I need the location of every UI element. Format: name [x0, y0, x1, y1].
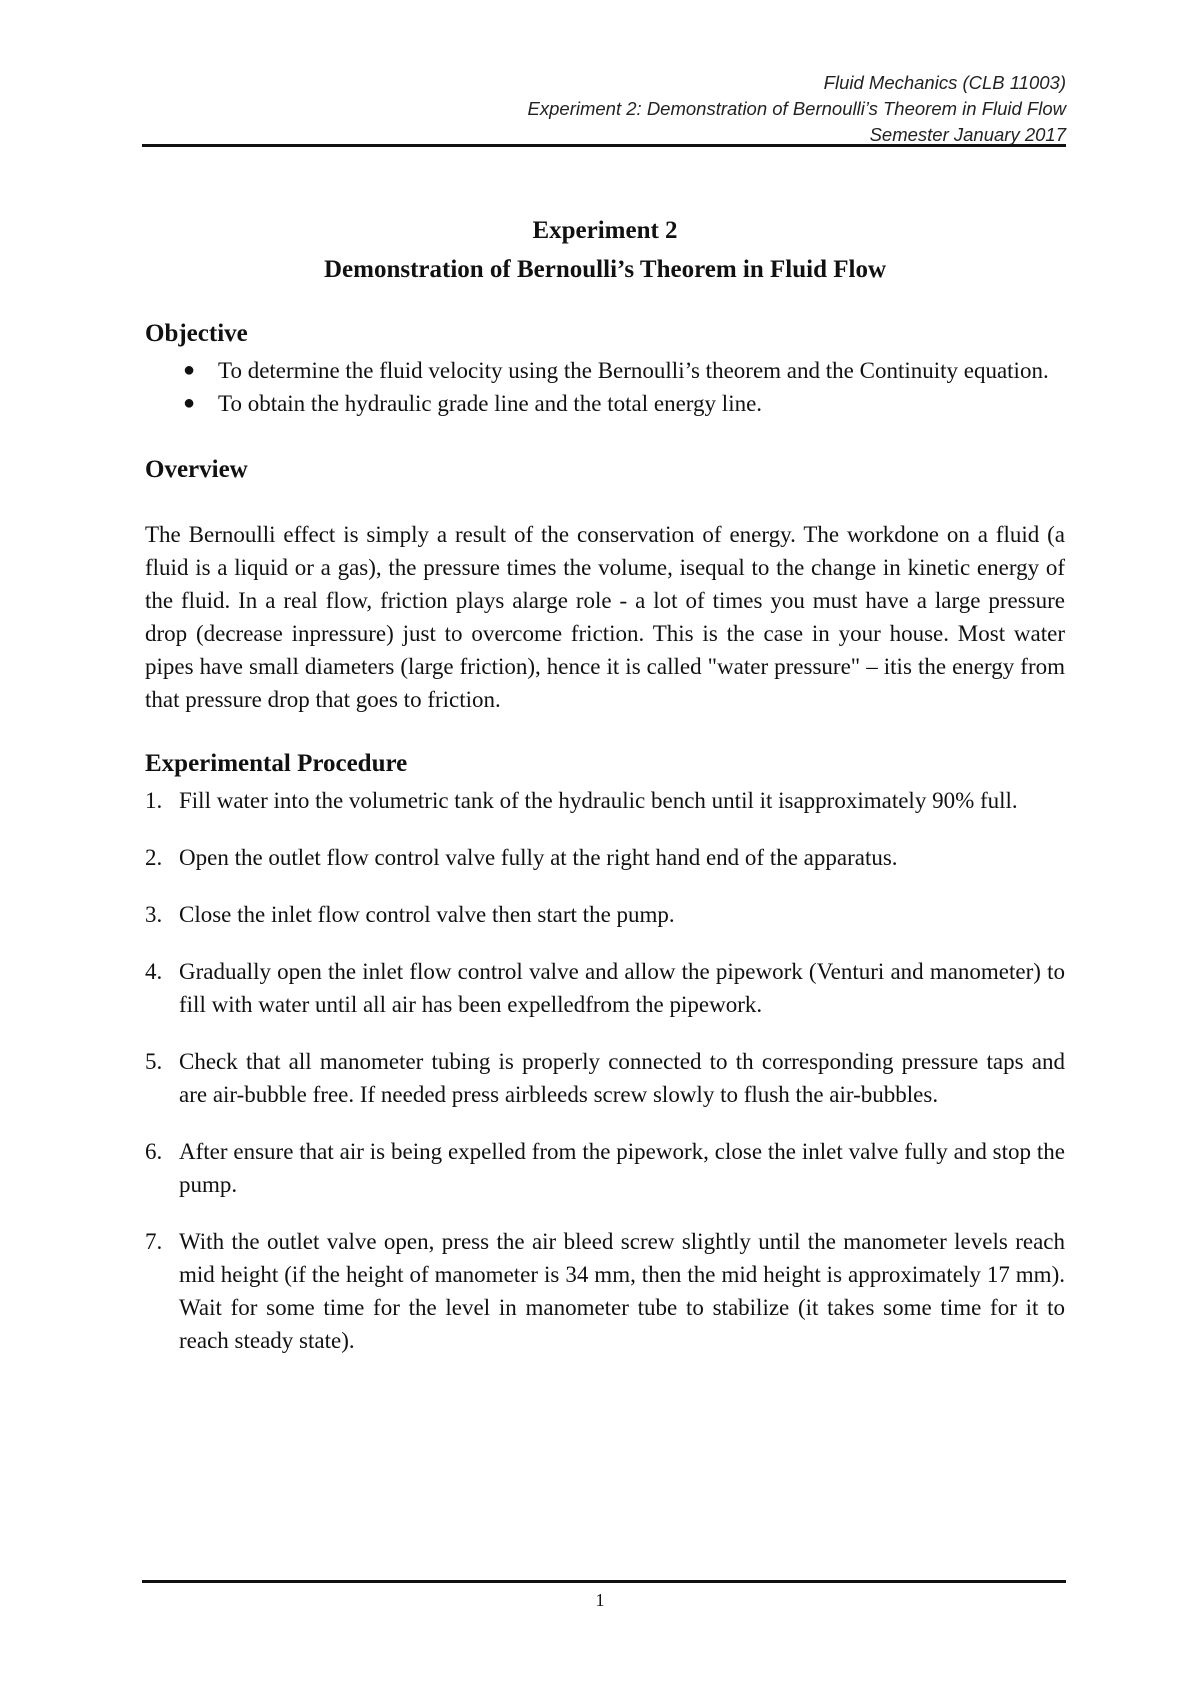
step-text: Close the inlet flow control valve then start the pump.	[179, 902, 675, 927]
procedure-heading: Experimental Procedure	[145, 750, 408, 777]
header-course: Fluid Mechanics (CLB 11003)	[823, 72, 1066, 93]
procedure-step	[145, 1135, 1065, 1201]
procedure-step	[145, 1045, 1065, 1111]
step-number: 1.	[145, 788, 163, 813]
header-experiment: Experiment 2: Demonstration of Bernoulli’s Theorem in Fluid Flow	[527, 98, 1066, 119]
procedure-step	[145, 898, 1065, 931]
step-number: 6.	[145, 1139, 163, 1164]
document-title: Experiment 2	[532, 217, 678, 244]
objective-item-text: To determine the fluid velocity using the Bernoulli’s theorem and the Continuity equation.	[218, 358, 1049, 383]
overview-paragraph: The Bernoulli effect is simply a result of the conservation of energy. The workdone on a fluid (a fluid is a liquid or a gas), the pressure times the volume, isequal to the change in kinetic energy of the fluid. In a real flow, friction plays alarge role - a lot of times you must have a large pressure drop (decrease inpressure) just to overcome friction. This is the case in your house. Most water pipes have small diameters (large friction), hence it is called "water pressure" – itis the energy from that pressure drop that goes to friction.	[145, 522, 1065, 712]
procedure-list	[145, 784, 1065, 1357]
procedure-step	[145, 841, 1065, 874]
objective-item	[145, 387, 1065, 420]
page-number: 1	[595, 1590, 605, 1610]
objective-list	[145, 354, 1065, 420]
overview-heading: Overview	[145, 456, 248, 483]
header-semester: Semester January 2017	[869, 124, 1066, 145]
step-text: Gradually open the inlet flow control valve and allow the pipework (Venturi and manometer) to fill with water until all air has been expelledfrom the pipework.	[179, 959, 1065, 1017]
running-header	[528, 70, 1066, 148]
footer-rule	[142, 1580, 1066, 1583]
procedure-step	[145, 1225, 1065, 1357]
objective-item-text: To obtain the hydraulic grade line and the total energy line.	[218, 391, 763, 416]
step-text: With the outlet valve open, press the air bleed screw slightly until the manometer levels reach mid height (if the height of manometer is 34 mm, then the mid height is approximately 17 mm). Wait for some time for the level in manometer tube to stabilize (it takes some time for it to reach steady state).	[179, 1229, 1065, 1353]
header-rule	[142, 144, 1066, 147]
step-number: 4.	[145, 959, 163, 984]
objective-item	[145, 354, 1065, 387]
step-number: 5.	[145, 1049, 163, 1074]
bullet-icon: ●	[183, 359, 196, 381]
step-number: 2.	[145, 845, 163, 870]
step-number: 3.	[145, 902, 163, 927]
document-body	[145, 212, 1065, 1381]
step-text: Check that all manometer tubing is properly connected to th corresponding pressure taps and are air-bubble free. If needed press airbleeds screw slowly to flush the air-bubbles.	[179, 1049, 1065, 1107]
bullet-icon: ●	[183, 392, 196, 414]
step-number: 7.	[145, 1229, 163, 1254]
step-text: After ensure that air is being expelled from the pipework, close the inlet valve fully and stop the pump.	[179, 1139, 1065, 1197]
step-text: Fill water into the volumetric tank of the hydraulic bench until it isapproximately 90% full.	[179, 788, 1018, 813]
document-subtitle: Demonstration of Bernoulli’s Theorem in Fluid Flow	[323, 256, 887, 283]
procedure-step	[145, 784, 1065, 817]
step-text: Open the outlet flow control valve fully at the right hand end of the apparatus.	[179, 845, 898, 870]
procedure-step	[145, 955, 1065, 1021]
objective-heading: Objective	[145, 320, 248, 347]
